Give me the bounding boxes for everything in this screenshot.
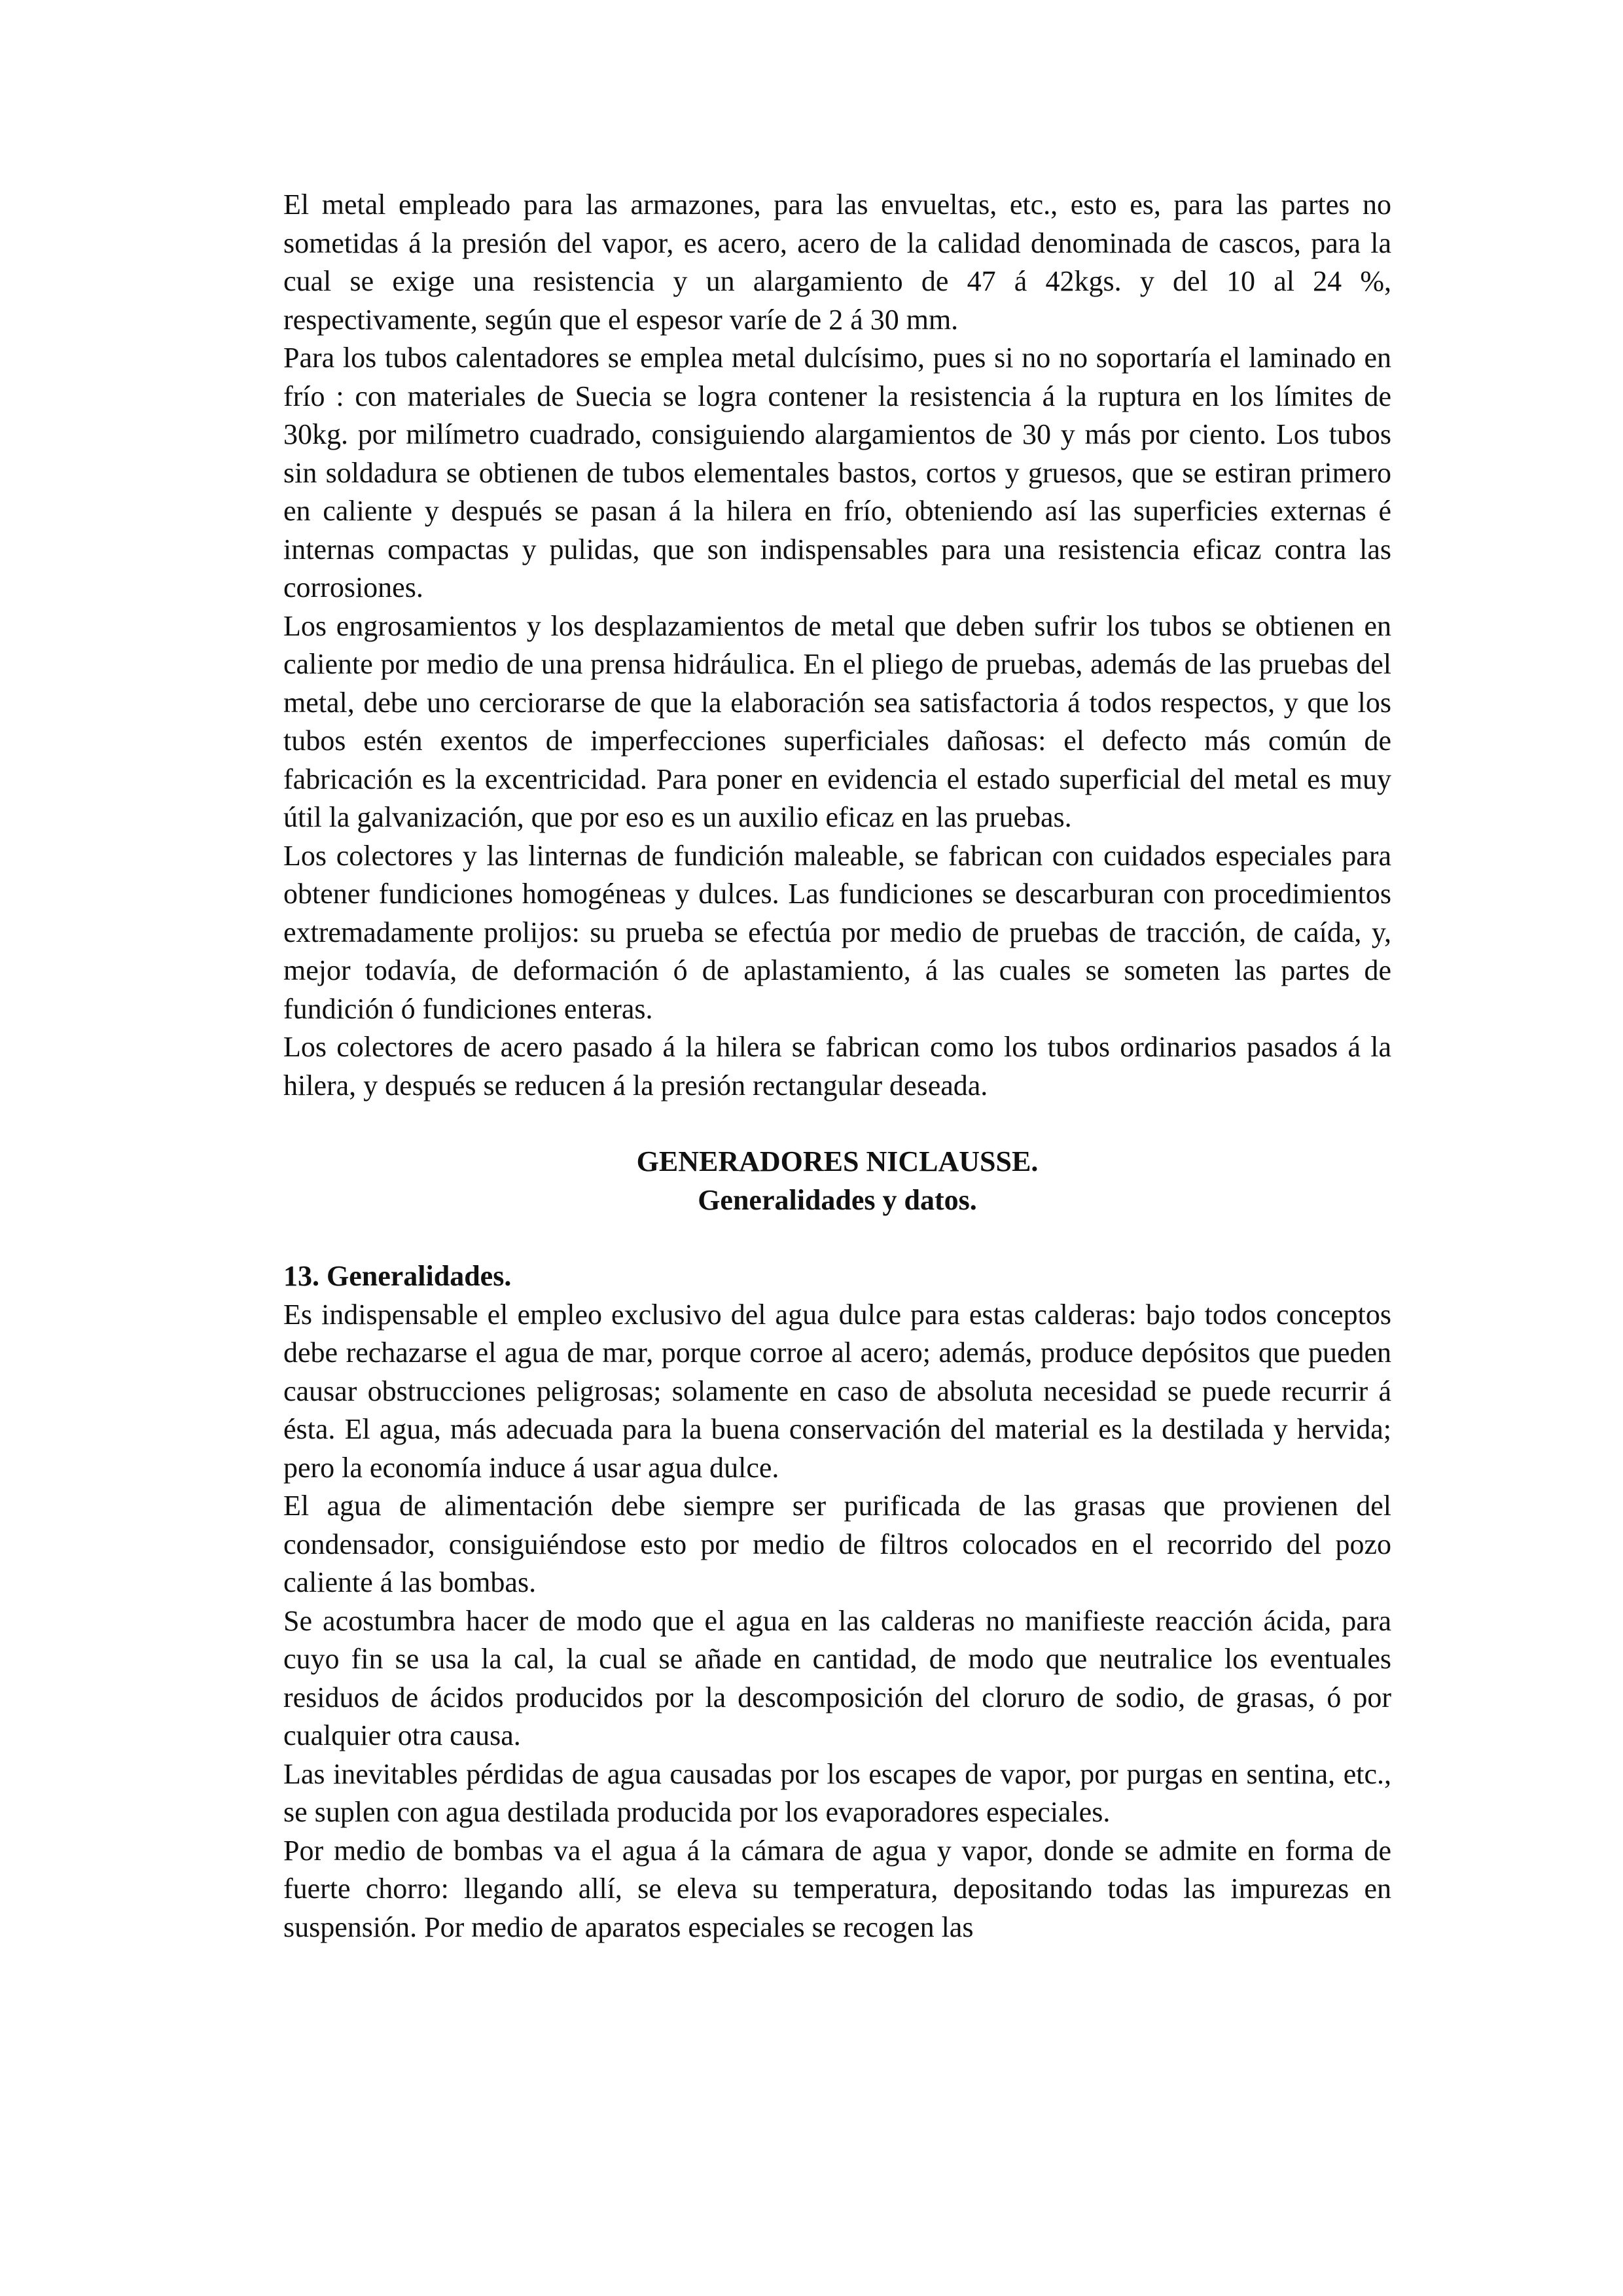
paragraph-engrosamientos: Los engrosamientos y los desplazamientos de metal que deben sufrir los tubos se obtienen en caliente por medio de una prensa hidráulica. En el pliego de pruebas, además de las pruebas del metal, debe uno cerciorarse de que la elaboración sea satisfactoria á todos respectos, y que los tubos estén exentos de imperfecciones superficiales dañosas: el defecto más común de fabricación es la excentricidad. Para poner en evidencia el estado superficial del metal es muy útil la galvanización, que por eso es un auxilio eficaz en las pruebas. (283, 609, 1391, 833)
section-title-group (283, 1143, 1391, 1219)
document-body (283, 186, 1391, 1946)
paragraph-reaccion-acida: Se acostumbra hacer de modo que el agua en las calderas no manifieste reacción ácida, para cuyo fin se usa la cal, la cual se añade en cantidad, de modo que neutralice los eventuales residuos de ácidos producidos por la descomposición del cloruro de sodio, de grasas, ó por cualquier otra causa. (283, 1604, 1391, 1751)
paragraph-agua-dulce: Es indispensable el empleo exclusivo del agua dulce para estas calderas: bajo todos conceptos debe rechazarse el agua de mar, porque corroe al acero; además, produce depósitos que pueden causar obstrucciones peligrosas; solamente en caso de absoluta necesidad se puede recurrir á ésta. El agua, más adecuada para la buena conservación del material es la destilada y hervida; pero la economía induce á usar agua dulce. (283, 1298, 1391, 1484)
paragraph-armazones: El metal empleado para las armazones, para las envueltas, etc., esto es, para las partes no sometidas á la presión del vapor, es acero, acero de la calidad denominada de cascos, para la cual se exige una resistencia y un alargamiento de 47 á 42kgs. y del 10 al 24 %, respectivamente, según que el espesor varíe de 2 á 30 mm. (283, 188, 1391, 336)
paragraph-agua-alimentacion: El agua de alimentación debe siempre ser purificada de las grasas que provienen del condensador, consiguiéndose esto por medio de filtros colocados en el recorrido del pozo caliente á las bombas. (283, 1490, 1391, 1598)
section-subtitle: Generalidades y datos. (698, 1183, 977, 1216)
paragraph-perdidas-agua: Las inevitables pérdidas de agua causadas por los escapes de vapor, por purgas en sentina, etc., se suplen con agua destilada producida por los evaporadores especiales. (283, 1757, 1391, 1828)
paragraph-tubos-calentadores: Para los tubos calentadores se emplea metal dulcísimo, pues si no no soportaría el laminado en frío : con materiales de Suecia se logra contener la resistencia á la ruptura en los límites de 30kg. por milímetro cuadrado, consiguiendo alargamientos de 30 y más por ciento. Los tubos sin soldadura se obtienen de tubos elementales bastos, cortos y gruesos, que se estiran primero en caliente y después se pasan á la hilera en frío, obteniendo así las superficies externas é internas compactas y pulidas, que son indispensables para una resistencia eficaz contra las corrosiones. (283, 342, 1391, 603)
section-title: GENERADORES NICLAUSSE. (636, 1145, 1039, 1177)
paragraph-colectores-acero: Los colectores de acero pasado á la hilera se fabrican como los tubos ordinarios pasados á la hilera, y después se reducen á la presión rectangular deseada. (283, 1031, 1391, 1102)
paragraph-bombas: Por medio de bombas va el agua á la cámara de agua y vapor, donde se admite en forma de fuerte chorro: llegando allí, se eleva su temperatura, depositando todas las impurezas en suspensión. Por medio de aparatos especiales se recogen las (283, 1834, 1391, 1943)
paragraph-colectores-fundicion: Los colectores y las linternas de fundición maleable, se fabrican con cuidados especiales para obtener fundiciones homogéneas y dulces. Las fundiciones se descarburan con procedimientos extremadamente prolijos: su prueba se efectúa por medio de pruebas de tracción, de caída, y, mejor todavía, de deformación ó de aplastamiento, á las cuales se someten las partes de fundición ó fundiciones enteras. (283, 839, 1391, 1025)
subsection-heading: 13. Generalidades. (283, 1260, 512, 1292)
